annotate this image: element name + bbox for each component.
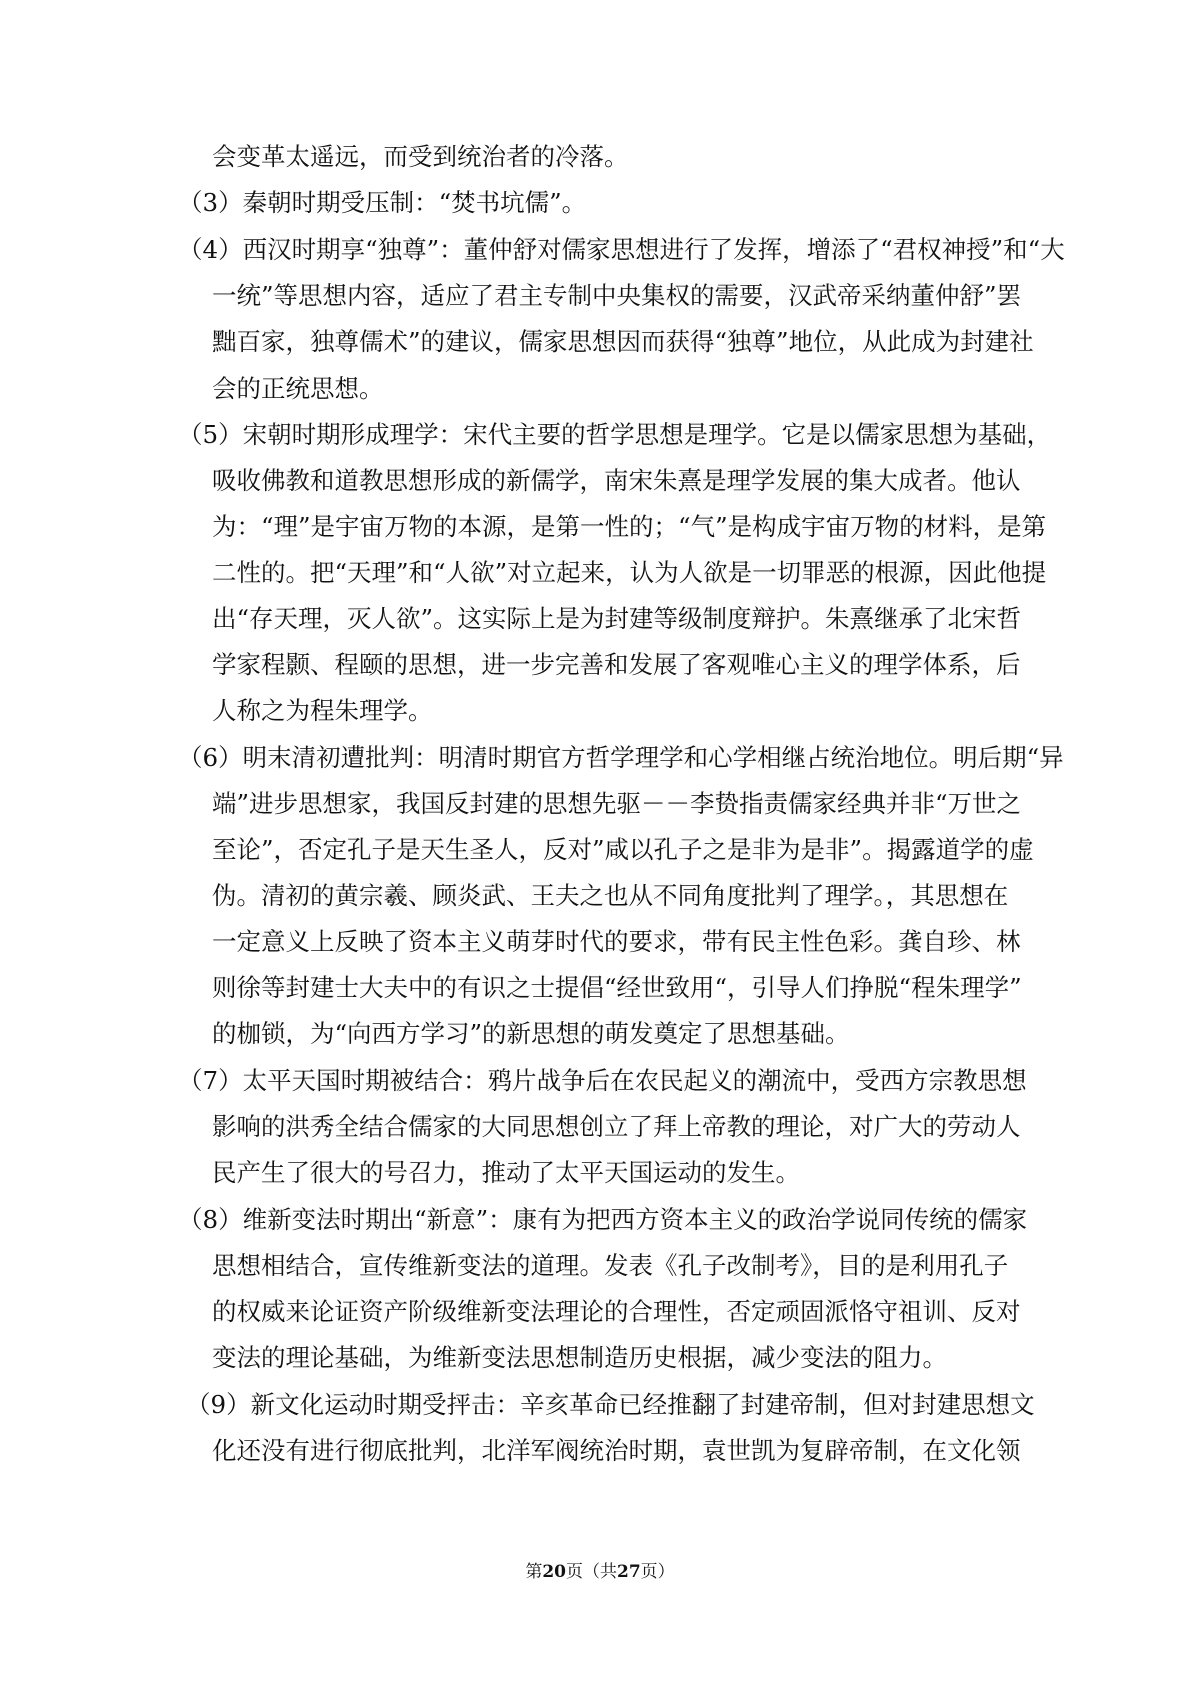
page-footer xyxy=(0,1560,1200,1584)
text-line: （5）宋朝时期形成理学：宋代主要的哲学思想是理学。它是以儒家思想为基础， xyxy=(178,420,1052,449)
text-line: 端”进步思想家，我国反封建的思想先驱－－李贽指责儒家经典并非“万世之 xyxy=(212,789,1022,818)
text-line: 思想相结合，宣传维新变法的道理。发表《孔子改制考》，目的是利用孔子 xyxy=(212,1251,1009,1280)
text-line: 影响的洪秀全结合儒家的大同思想创立了拜上帝教的理论，对广大的劳动人 xyxy=(212,1112,1021,1141)
text-line: （6）明末清初遭批判：明清时期官方哲学理学和心学相继占统治地位。明后期“异 xyxy=(178,743,1064,772)
text-line: 会变革太遥远，而受到统治者的冷落。 xyxy=(212,142,629,171)
text-line: 人称之为程朱理学。 xyxy=(212,696,433,725)
text-line: 的权威来论证资产阶级维新变法理论的合理性，否定顽固派恪守祖训、反对 xyxy=(212,1297,1021,1326)
text-line: 变法的理论基础，为维新变法思想制造历史根据，减少变法的阻力。 xyxy=(212,1343,947,1372)
footer-prefix: 第 xyxy=(525,1562,543,1582)
text-line: 会的正统思想。 xyxy=(212,374,384,403)
text-line: 则徐等封建士大夫中的有识之士提倡“经世致用“，引导人们挣脱“程朱理学” xyxy=(212,973,1022,1002)
text-line: 吸收佛教和道教思想形成的新儒学，南宋朱熹是理学发展的集大成者。他认 xyxy=(212,466,1021,495)
current-page-number: 20 xyxy=(542,1562,566,1582)
text-line: 至论”，否定孔子是天生圣人，反对”咸以孔子之是非为是非”。揭露道学的虚 xyxy=(212,835,1034,864)
text-line: 伪。清初的黄宗羲、顾炎武、王夫之也从不同角度批判了理学。，其思想在 xyxy=(212,881,1009,910)
text-line: （3）秦朝时期受压制：“焚书坑儒”。 xyxy=(178,188,587,217)
text-line: 黜百家，独尊儒术”的建议，儒家思想因而获得“独尊”地位，从此成为封建社 xyxy=(212,327,1034,356)
text-line: 民产生了很大的号召力，推动了太平天国运动的发生。 xyxy=(212,1158,800,1187)
text-line: （9）新文化运动时期受抨击：辛亥革命已经推翻了封建帝制，但对封建思想文 xyxy=(186,1390,1035,1419)
text-line: 为：“理”是宇宙万物的本源，是第一性的；“气”是构成宇宙万物的材料，是第 xyxy=(212,512,1047,541)
text-line: 一定意义上反映了资本主义萌芽时代的要求，带有民主性色彩。龚自珍、林 xyxy=(212,927,1021,956)
text-line: 二性的。把“天理”和“人欲”对立起来，认为人欲是一切罪恶的根源，因此他提 xyxy=(212,558,1047,587)
text-line: （4）西汉时期享“独尊”：董仲舒对儒家思想进行了发挥，增添了“君权神授”和“大 xyxy=(178,235,1065,264)
text-line: 学家程颢、程颐的思想，进一步完善和发展了客观唯心主义的理学体系，后 xyxy=(212,650,1021,679)
footer-suffix: 页） xyxy=(640,1562,675,1582)
text-line: （7）太平天国时期被结合：鸦片战争后在农民起义的潮流中，受西方宗教思想 xyxy=(178,1066,1027,1095)
text-line: 出“存天理，灭人欲”。这实际上是为封建等级制度辩护。朱熹继承了北宋哲 xyxy=(212,604,1022,633)
text-line: 一统”等思想内容，适应了君主专制中央集权的需要，汉武帝采纳董仲舒”罢 xyxy=(212,281,1022,310)
footer-middle: 页（共 xyxy=(566,1562,617,1582)
text-line: （8）维新变法时期出“新意”：康有为把西方资本主义的政治学说同传统的儒家 xyxy=(178,1205,1028,1234)
text-line: 化还没有进行彻底批判，北洋军阀统治时期，袁世凯为复辟帝制，在文化领 xyxy=(212,1436,1021,1465)
text-line: 的枷锁，为“向西方学习”的新思想的萌发奠定了思想基础。 xyxy=(212,1019,850,1048)
total-page-count: 27 xyxy=(617,1562,641,1582)
